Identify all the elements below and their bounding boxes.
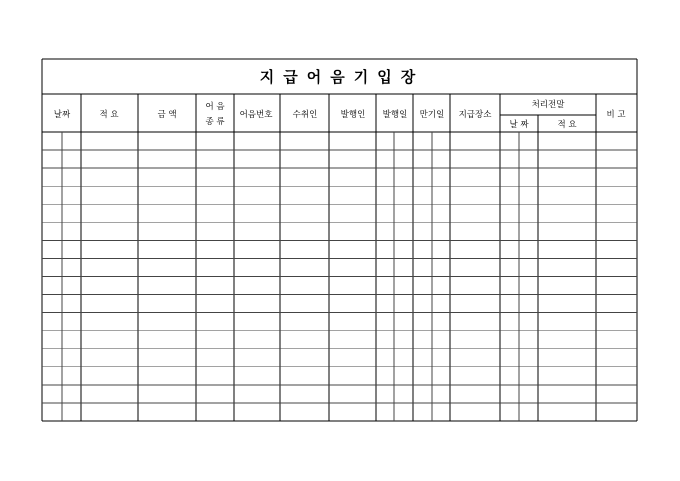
header-issuer: 발행인 xyxy=(340,110,366,120)
header-disposal-date: 날 짜 xyxy=(509,120,529,130)
header-amount: 금 액 xyxy=(157,110,177,120)
header-summary: 적 요 xyxy=(99,110,119,120)
header-disposal: 처리전말 xyxy=(531,100,565,110)
header-bill-type-line2: 종 류 xyxy=(205,117,225,127)
header-payment-place: 지급장소 xyxy=(458,110,492,120)
header-remarks: 비 고 xyxy=(606,110,626,120)
header-disposal-summary: 적 요 xyxy=(557,120,577,130)
header-bill-number: 어음번호 xyxy=(239,110,273,120)
header-date: 날짜 xyxy=(53,110,71,120)
header-issue-date: 발행일 xyxy=(382,110,408,120)
header-bill-type-line1: 어 음 xyxy=(205,102,225,112)
form-title: 지급어음기입장 xyxy=(259,68,425,86)
header-payee: 수취인 xyxy=(292,110,318,120)
header-maturity-date: 만기일 xyxy=(419,110,445,120)
